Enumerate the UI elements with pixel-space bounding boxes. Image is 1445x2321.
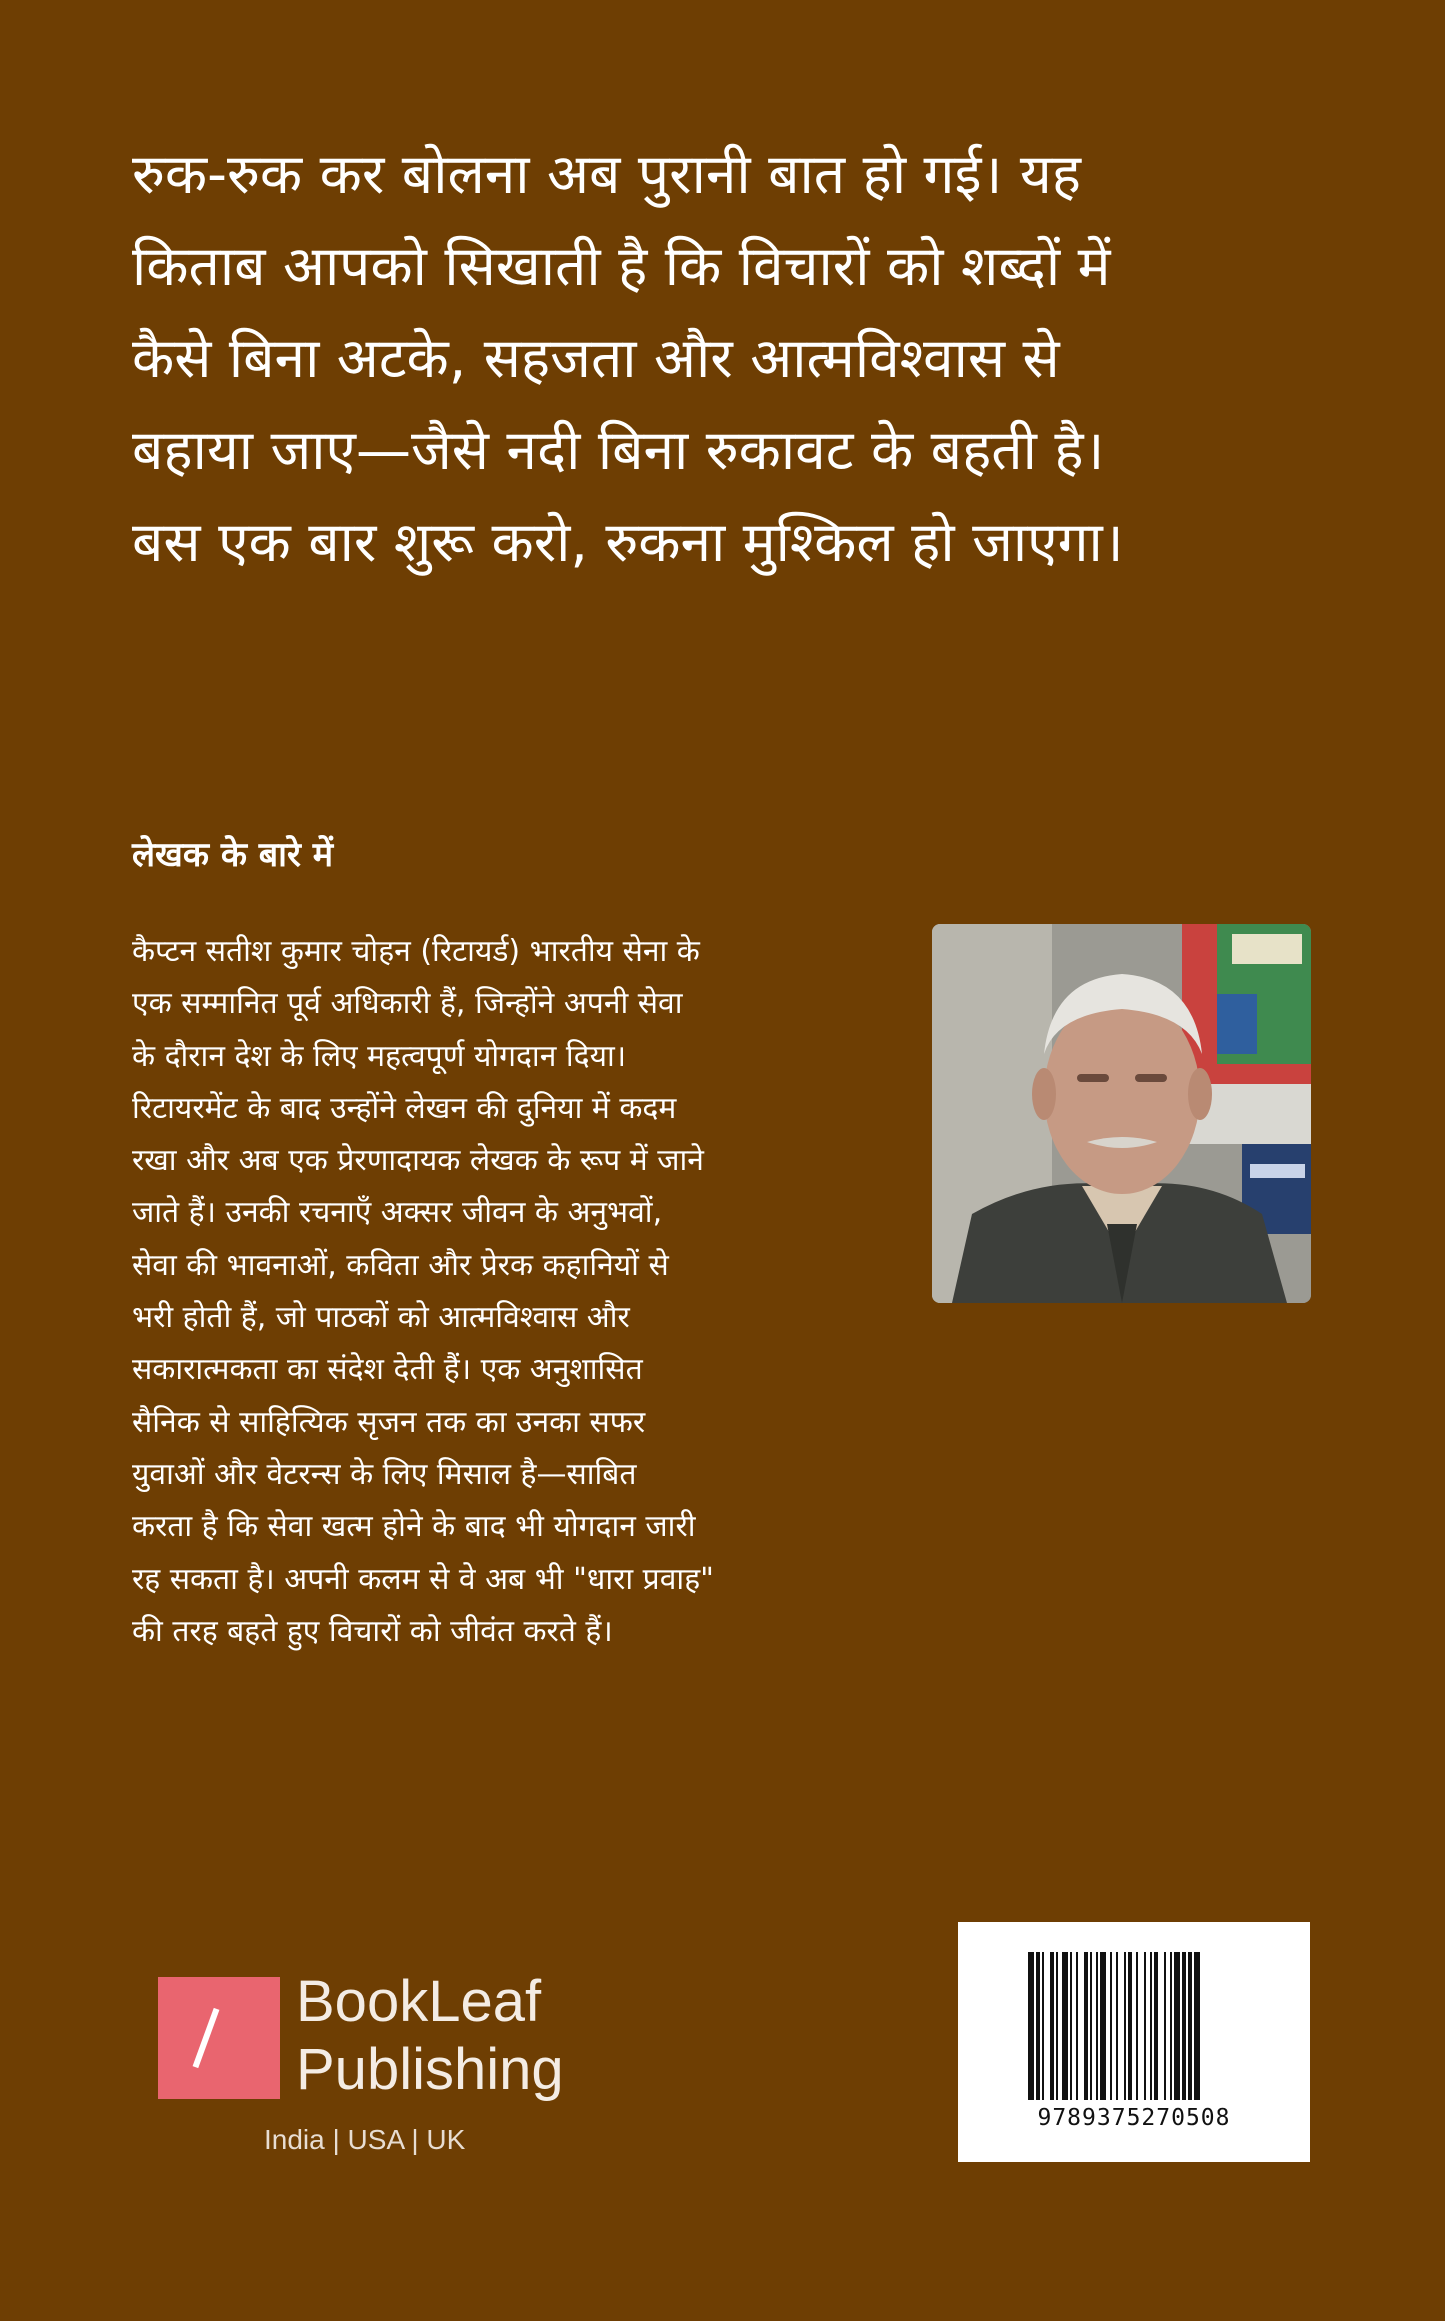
barcode-bar <box>1062 1952 1068 2100</box>
barcode-bar <box>1076 1952 1078 2100</box>
about-line: भरी होती हैं, जो पाठकों को आत्मविश्वास और <box>132 1300 630 1336</box>
barcode-bar <box>1056 1952 1058 2100</box>
about-line: सकारात्मकता का संदेश देती हैं। एक अनुशासित <box>132 1352 643 1388</box>
barcode-bar <box>1050 1952 1054 2100</box>
about-line: जाते हैं। उनकी रचनाएँ अक्सर जीवन के अनुभवों, <box>132 1195 663 1231</box>
barcode-bar <box>1164 1952 1166 2100</box>
barcode-bar <box>1090 1952 1092 2100</box>
barcode-bar <box>1124 1952 1126 2100</box>
about-line: कैप्टन सतीश कुमार चोहन (रिटायर्ड) भारतीय सेना के <box>132 934 700 969</box>
about-author-text <box>132 926 884 1658</box>
about-line: करता है कि सेवा खत्म होने के बाद भी योगदान जारी <box>132 1509 696 1545</box>
barcode-bar <box>1036 1952 1040 2100</box>
about-line: युवाओं और वेटरन्स के लिए मिसाल है—साबित <box>132 1456 637 1492</box>
blurb-line: रुक-रुक कर बोलना अब पुरानी बात हो गई। यह <box>132 142 1081 206</box>
barcode-bar <box>1150 1952 1152 2100</box>
barcode-bar <box>1128 1952 1132 2100</box>
barcode-bar <box>1084 1952 1088 2100</box>
publisher-regions: India | USA | UK <box>264 2124 466 2155</box>
blurb-line: किताब आपको सिखाती है कि विचारों को शब्दों में <box>132 234 1111 298</box>
bookleaf-logo-box <box>158 1977 280 2099</box>
barcode-bar <box>1070 1952 1072 2100</box>
barcode-bar <box>1182 1952 1186 2100</box>
barcode-bar <box>1136 1952 1138 2100</box>
about-line: रिटायरमेंट के बाद उन्होंने लेखन की दुनिया में कदम <box>132 1090 677 1126</box>
isbn-barcode <box>958 1922 1310 2162</box>
barcode-bar <box>1116 1952 1118 2100</box>
barcode-bar <box>1110 1952 1112 2100</box>
barcode-bars <box>1028 1952 1240 2100</box>
about-line: की तरह बहते हुए विचारों को जीवंत करते हैं। <box>132 1613 613 1649</box>
about-line: के दौरान देश के लिए महत्वपूर्ण योगदान दिया। <box>132 1038 627 1074</box>
barcode-bar <box>1154 1952 1158 2100</box>
publisher-name-line2: Publishing <box>296 2037 564 2102</box>
barcode-bar <box>1194 1952 1200 2100</box>
about-line: सैनिक से साहित्यिक सृजन तक का उनका सफर <box>132 1404 646 1440</box>
about-line: रह सकता है। अपनी कलम से वे अब भी "धारा प्रवाह" <box>132 1561 714 1597</box>
about-line: सेवा की भावनाओं, कविता और प्रेरक कहानियों से <box>132 1247 669 1283</box>
barcode-bar <box>1100 1952 1106 2100</box>
about-author-heading: लेखक के बारे में <box>132 835 334 875</box>
barcode-bar <box>1170 1952 1172 2100</box>
about-line: एक सम्मानित पूर्व अधिकारी हैं, जिन्होंने अपनी सेवा <box>132 986 683 1022</box>
author-portrait-illustration <box>932 924 1311 1303</box>
barcode-bar <box>1144 1952 1146 2100</box>
barcode-bar <box>1028 1952 1034 2100</box>
blurb-line: बस एक बार शुरू करो, रुकना मुश्किल हो जाएगा। <box>132 510 1124 574</box>
about-line: रखा और अब एक प्रेरणादायक लेखक के रूप में जाने <box>132 1143 704 1179</box>
back-cover-blurb <box>132 128 1312 588</box>
barcode-bar <box>1174 1952 1180 2100</box>
barcode-bar <box>1188 1952 1192 2100</box>
barcode-bar <box>1042 1952 1044 2100</box>
publisher-name-line1: BookLeaf <box>296 1969 542 2034</box>
author-photo <box>932 924 1311 1303</box>
isbn-number: 9789375270508 <box>1037 2105 1231 2131</box>
blurb-line: कैसे बिना अटके, सहजता और आत्मविश्वास से <box>132 326 1060 390</box>
barcode-bar <box>1096 1952 1098 2100</box>
blurb-line: बहाया जाए—जैसे नदी बिना रुकावट के बहती है। <box>132 418 1105 482</box>
